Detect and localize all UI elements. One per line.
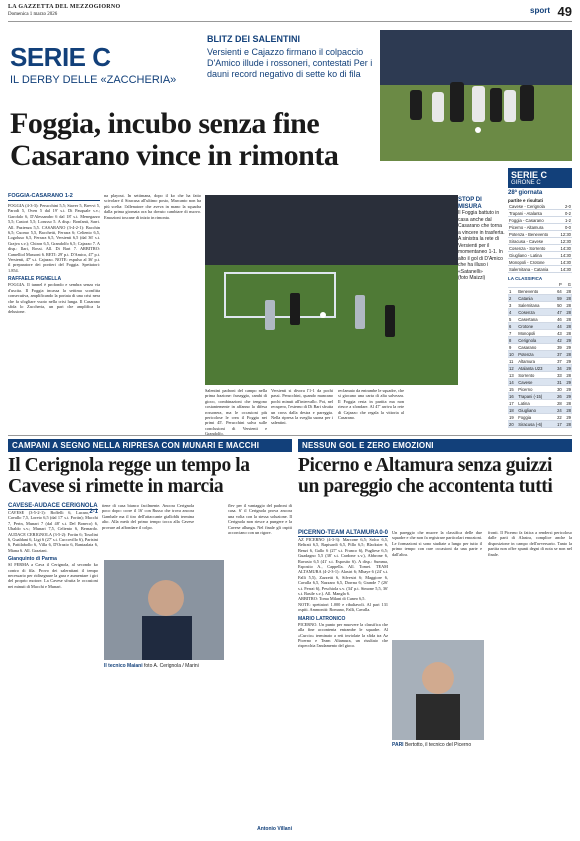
points-cell: 46 — [554, 316, 563, 323]
section-divider — [8, 435, 572, 436]
match-label: PICERNO-TEAM ALTAMURA — [298, 530, 379, 536]
result-score: 14:30 — [557, 245, 572, 252]
headline-cavese: Il Cerignola regge un tempo la Cavese si rimette in marcia — [8, 455, 250, 497]
picerno-photo-caption — [392, 742, 572, 748]
classifica-row — [508, 323, 572, 330]
result-row — [508, 245, 572, 252]
issue-date: Domenica 1 marzo 2026 — [8, 12, 58, 17]
byline: MARIO LATRONICO — [298, 615, 346, 622]
points-cell: 34 — [554, 365, 563, 372]
masthead — [8, 4, 572, 22]
header-cell: G — [563, 281, 572, 288]
headline-line-1: Foggia, incubo senza fine — [10, 107, 320, 140]
team-cell: Crotone — [517, 323, 553, 330]
article-column-3: Versienti si divora l'1-1 da pochi passi. Perucchini, quando mancano pochi minuti all'intervallo. Poi, nel recupero, l'esterno di Di Bari sfrutta un cross dalla destra e pareggia. Nella ripresa la sveglia suona per i salentini. — [271, 388, 333, 426]
signature: Antonio Villani — [257, 826, 292, 832]
team-cell: Picerno — [517, 386, 553, 393]
classifica-row — [508, 302, 572, 309]
picerno-match-box — [298, 530, 388, 649]
classifica-table — [508, 281, 572, 428]
position-cell: 12 — [508, 365, 517, 372]
position-cell: 20 — [508, 421, 517, 428]
games-cell: 29 — [563, 365, 572, 372]
team-cell: Casarano — [517, 344, 553, 351]
result-match: Monopoli - Crotone — [508, 259, 557, 266]
byline: RAFFAELE PIGNELLA — [8, 276, 62, 283]
classifica-row — [508, 295, 572, 302]
banner-right: NESSUN GOL E ZERO EMOZIONI — [298, 439, 572, 452]
result-score: 14:30 — [557, 259, 572, 266]
points-cell: 31 — [554, 379, 563, 386]
result-row — [508, 252, 572, 259]
results-title: partite e risultati — [508, 198, 544, 203]
position-cell: 18 — [508, 407, 517, 414]
classifica-row — [508, 400, 572, 407]
section-subtitle: IL DERBY DELLE «ZACCHERIA» — [10, 74, 177, 86]
cavese-column-2: tiene di casa bianco facilmente. Ancora Cerignola poco dopo: corre il 16' con Russo che trova ancora Gambale ma il tiro dell'attaccante gialloblù termina alto. Alla metà del primo tempo tocca alla Cavese provare ad affondare il colpo. — [102, 503, 194, 530]
classifica-row — [508, 358, 572, 365]
article-column-1: na playout. In settimana, dopo il ko che ha fatto scivolare il Siracusa all'ultimo posto, Marcanto non ha più scelta: l'allenatore che aveva in mano la squadra dalla prima giornata ora ha dovuto cambiare di nuovo. Emozioni toscane di inizio in rimonta. — [104, 193, 201, 220]
match-report-lineups: FOGGIA (4-3-3): Perucchini 5,5; Staver 5, Brevvi 5, Parodi 5, Oven 5 dal 19' s.t. Di Pasquale s.v.; Garofalo 6, D'Alessandro 6 dal 18' s.t. Menegazzo 5,5; Castori 5,5; Lorusso 5. A disp.: Bonfanti, Sarri. All. Pazienza 5,5. CASARANO (3-4-2-1): Bacchin 6,5; Cuomo 5,5, Bacchetti, Ferrara 6; Celiento 6,5, Logoluso 6,5, Ferrara 6,5, Versienti 6,5 (dal 36' s.t. Grajva s.v.); Chiron 6,5, Grandolfo 6,5; Cajazzo 7. A disp.: Ilari, Rossi. All. Di Bari 7. ARBITRO: Camelliol Massoni 6. RETI: 29' p.t. D'Amico, 47' p.t. Versienti, 47' s.t. Cajazzo. NOTE: espulso al 36' p.t. il preparatore dei portieri del Foggia. Spettatori: 1.854. — [8, 203, 100, 273]
result-row — [508, 231, 572, 238]
caption-title: STOP DI MISURA — [458, 197, 482, 210]
points-cell: 28 — [554, 400, 563, 407]
games-cell: 28 — [563, 309, 572, 316]
classifica-row — [508, 288, 572, 295]
caption-text: Bertotto, il tecnico del Picerno — [404, 742, 472, 748]
photo-caption — [458, 197, 506, 282]
result-score: 12:30 — [557, 231, 572, 238]
games-cell: 28 — [563, 400, 572, 407]
classifica-row — [508, 337, 572, 344]
classifica-row — [508, 330, 572, 337]
points-cell: 39 — [554, 344, 563, 351]
result-match: Trapani - Atalanta — [508, 210, 557, 217]
points-cell: 30 — [554, 386, 563, 393]
games-cell: 28 — [563, 330, 572, 337]
result-match: Picerno - Altamura — [508, 224, 557, 231]
caption-credit: (foto Maizzi) — [458, 275, 486, 281]
position-cell: 6 — [508, 323, 517, 330]
position-cell: 8 — [508, 337, 517, 344]
position-cell: 3 — [508, 302, 517, 309]
team-cell: Giugliano — [517, 407, 553, 414]
result-row — [508, 259, 572, 266]
header-cell: P — [554, 281, 563, 288]
points-cell: 59 — [554, 295, 563, 302]
matchday-label: 28ª giornata — [508, 190, 543, 196]
article-lead: FOGGIA. Il tunnel è profondo e sembra senza via d'uscita. Il Foggia incassa la settima sconfitta consecutiva, amplificando la portata di una crisi nera che fa sfogliare vuoto nella crisi lunga. Il Casarano sfida lo Zaccheria, un pari che amplifica la delusione. — [8, 282, 100, 315]
team-cell: Atalanta U23 — [517, 365, 553, 372]
cavese-column-3: flev per il vantaggio del padroni di casa. 6' il Cerignola prova ancora una volta con la stessa soluzione. Il Cerignola non riesce a pungere e la Cavese allunga. Nel finale gli ospiti accorciano con un rigore. — [228, 503, 292, 536]
games-cell: 29 — [563, 337, 572, 344]
classifica-row — [508, 386, 572, 393]
team-cell: Cosenza — [517, 309, 553, 316]
result-row — [508, 238, 572, 245]
result-row — [508, 224, 572, 231]
games-cell: 28 — [563, 316, 572, 323]
notes-text: NOTE: spettatori 1.000 e ribaltavoli. Al pari 131 ospiti. Ammoniti: Romano, Falli, Cavalla. — [298, 601, 388, 613]
result-score: 12:30 — [557, 238, 572, 245]
standings-header — [508, 168, 572, 188]
classifica-row — [508, 372, 572, 379]
result-row — [508, 210, 572, 217]
standings-box — [508, 168, 572, 428]
position-cell: 9 — [508, 344, 517, 351]
classifica-row — [508, 316, 572, 323]
standings-subtitle: GIRONE C — [511, 180, 541, 186]
team-cell: Trapani (-15) — [517, 393, 553, 400]
points-cell: 47 — [554, 309, 563, 316]
games-cell: 28 — [563, 372, 572, 379]
left-column — [8, 193, 100, 315]
classifica-row — [508, 393, 572, 400]
points-cell: 22 — [554, 414, 563, 421]
lineups-text: CAVESE (3-5-2-1): Boffelli 6, Lucaro, Cavallo 7,5, Loreto 6,5 (dal 17' s.t. Fortin); Macchi 7, Perin, Munari 7 (dal 48' s.t. Del Boneco) 6, Ubaldo s.v.; Munari 7,5, Celiento 6, Bernardo. AUDACE CERIGNOLA (3-5-2): Fortin 6; Tosolini 6, Gualdani 6, Ligi 6 (27' s.t. Cuccovillo 6), Parisini 6, Pattilabollo 6, Villa 6, D'Orazio 6, Rantaalaia 6, Miana 6. All. Graziani. — [8, 510, 98, 553]
games-cell: 28 — [563, 421, 572, 428]
team-cell: Catania — [517, 295, 553, 302]
games-cell: 29 — [563, 414, 572, 421]
position-cell: 4 — [508, 309, 517, 316]
position-cell: 14 — [508, 379, 517, 386]
section-sport-label: sport — [530, 6, 550, 15]
match-score: 2-1 — [89, 509, 98, 515]
points-cell: 26 — [554, 393, 563, 400]
result-score: 2-0 — [557, 203, 572, 210]
match-score: 0-0 — [379, 530, 388, 536]
page-number: 49 — [557, 4, 572, 19]
section-title: SERIE C — [10, 42, 111, 72]
classifica-row — [508, 365, 572, 372]
position-cell: 16 — [508, 393, 517, 400]
standings-title: SERIE C — [511, 170, 548, 180]
picerno-column-3: fronti. Il Picerno fa fatica a rendersi pericoloso dalle parti di Alastra, complice anche la disposizione in campo dell'avversario. Tanto la partita non offre spunti degni di nota se non nel finale. — [488, 530, 572, 557]
games-cell: 28 — [563, 407, 572, 414]
result-score: 1-2 — [557, 217, 572, 224]
games-cell: 29 — [563, 386, 572, 393]
result-row — [508, 266, 572, 273]
result-match: Siracusa - Cavese — [508, 238, 557, 245]
team-cell: Altamura — [517, 358, 553, 365]
games-cell: 29 — [563, 358, 572, 365]
caption-title: Il tecnico Maiani — [104, 663, 143, 669]
article-lead: SI FERMA a Cava il Cerignola, al secondo ko contro di fila. Provo dei salernitani il tempo necessario per ridisegnare la gara e aumentare i giri del proprio motore. La Cavese sfrutta le occasioni nei minuti di Macchi e Munari. — [8, 562, 98, 589]
match-photo-main — [205, 195, 458, 385]
result-score: 14:30 — [557, 252, 572, 259]
points-cell: 37 — [554, 351, 563, 358]
games-cell: 28 — [563, 302, 572, 309]
coach-photo-picerno — [392, 640, 484, 740]
games-cell: 28 — [563, 288, 572, 295]
points-cell: 64 — [554, 288, 563, 295]
result-match: Foggia - Casarano — [508, 217, 557, 224]
games-cell: 28 — [563, 323, 572, 330]
score-title — [298, 530, 388, 537]
headline-line-2: Casarano vince in rimonta — [10, 139, 339, 172]
result-match: Salernitana - Catania — [508, 266, 557, 273]
result-score: 14:30 — [557, 266, 572, 273]
result-score: 0-2 — [557, 210, 572, 217]
coach-portrait-image — [392, 640, 484, 740]
points-cell: 33 — [554, 372, 563, 379]
position-cell: 13 — [508, 372, 517, 379]
article-lead: PICERNO. Un punto per muovere la classifica che alla fine accontenta entrambe le squadre. Al «Curcio» terminato a reti inviolate la sfida tra Az Picerno e Team Altamura, un risultato che rispecchia l'andamento del gioco. — [298, 621, 388, 649]
classifica-row — [508, 407, 572, 414]
points-cell: 50 — [554, 302, 563, 309]
position-cell: 5 — [508, 316, 517, 323]
referee-text: ARBITRO: Toma Milani di Cuneo 6,5. — [298, 596, 366, 602]
points-cell: 24 — [554, 407, 563, 414]
article-column-2: Salentini padroni del campo nella prima frazione: fraseggio, cambi di gioco, combinazioni che tengono costantemente in affanno la difesa rossonera, ma le occasioni più pericolose le crea il Foggia nei primi 45'. Perucchini salva sulle conclusioni di Versienti e Grandolfo. — [205, 388, 267, 437]
caption-credit: foto A. Cerignola / Marini — [144, 663, 199, 669]
coach-photo-cerignola — [104, 560, 224, 660]
cavese-match-box — [8, 503, 98, 589]
position-cell: 7 — [508, 330, 517, 337]
result-row — [508, 217, 572, 224]
points-cell: 44 — [554, 323, 563, 330]
team-cell: Sorrento — [517, 372, 553, 379]
classifica-row — [508, 344, 572, 351]
result-match: Cosenza - Sorrento — [508, 245, 557, 252]
goal-action-image — [205, 195, 458, 385]
team-cell: Siracusa (-6) — [517, 421, 553, 428]
match-label: CAVESE-AUDACE CERIGNOLA — [8, 503, 98, 509]
classifica-row — [508, 414, 572, 421]
position-cell: 11 — [508, 358, 517, 365]
games-cell: 28 — [563, 295, 572, 302]
summary-text: Versienti e Cajazzo firmano il colpaccio D'Amico illude i rossoneri, contestati Per i dauni record negativo di sette ko di fila — [207, 47, 373, 79]
byline: Gianquinto di Parma — [8, 556, 57, 563]
team-cell: Foggia — [517, 414, 553, 421]
classifica-row — [508, 421, 572, 428]
games-cell: 28 — [563, 351, 572, 358]
points-cell: 42 — [554, 337, 563, 344]
headline-picerno: Picerno e Altamura senza guizzi un pareggio che accontenta tutti — [298, 455, 553, 497]
position-cell: 15 — [508, 386, 517, 393]
cavese-photo-caption — [104, 663, 284, 669]
position-cell: 17 — [508, 400, 517, 407]
article-column-4: reclamato da entrambe le squadre, che si giocano una carta di alta salvezza. Il Foggia resta in partita ma non riesce a sfondare. Al 47' arriva la rete di Cajazzo che regala la vittoria al Casarano. — [338, 388, 404, 421]
result-score: 0-0 — [557, 224, 572, 231]
caption-text: Il Foggia battuto in casa anche dal Casarano che torna a vincere in trasferta. A sinistra la rete di Versienti per il momentaneo 1-1. In alto il gol di D'Amico che ha illuso i «Satanelli» — [458, 210, 505, 275]
team-cell: Casertana — [517, 316, 553, 323]
games-cell: 29 — [563, 379, 572, 386]
classifica-row — [508, 379, 572, 386]
team-cell: Potenza — [517, 351, 553, 358]
result-match: Potenza - Benevento — [508, 231, 557, 238]
newspaper-name: LA GAZZETTA DEL MEZZOGIORNO — [8, 4, 121, 10]
kicker: BLITZ DEI SALENTINI — [207, 34, 300, 44]
results-table — [508, 203, 572, 273]
score-title — [8, 503, 98, 515]
team-cell: Cavese — [517, 379, 553, 386]
position-cell: 2 — [508, 295, 517, 302]
picerno-column-2: Un pareggio che muove la classifica delle due squadre e che non fa registrare particolari emozioni. Le formazioni si sono studiate a lungo per tutto il primo tempo con rare occasioni da una parte e dall'altra. — [392, 530, 482, 557]
position-cell: 1 — [508, 288, 517, 295]
coach-portrait-image — [104, 560, 224, 660]
classifica-row — [508, 309, 572, 316]
games-cell: 29 — [563, 344, 572, 351]
points-cell: 37 — [554, 358, 563, 365]
team-cell: Benevento — [517, 288, 553, 295]
team-cell: Monopoli — [517, 330, 553, 337]
result-match: Cavese - Cerignola — [508, 203, 557, 210]
lineups-text: AZ PICERNO (4-3-3): Marcone 6,5; Solco 6,5, Beltrati 6,5, Rapisardi 6,5, Pillo 6,5; Blackster 6, Benzi 6, Gallo 6 (27' s.t. Franco 6), Pugliese 6,5; Guadagno 5,5 (38' s.t. Cardone s.v.), Abbrone 6, Ravasio 6,5 (41' s.t. Esposito 6). A disp.: Summa, Esposito A., Cappella. All. Tomei. TEAM ALTAMURA (4-2-3-1): Alastri 6; Mbaye 6 (24' s.t. Falli 5,5), Zazzetti 6, Silvestri 6; Maggiore 6, Cavalla 6,5, Nazzaro 6,5, Dorrna 6; Grande 7 (26' s.t. Ferrai 6), Peschiola s.v. (34' p.t. Simone 5,5, 36' s.t. Basile s.v.). All. Mangla 6. — [298, 537, 388, 597]
caption-title: PARI — [392, 742, 404, 748]
result-match: Giugliano - Latina — [508, 252, 557, 259]
points-cell: 17 — [554, 421, 563, 428]
classifica-row — [508, 351, 572, 358]
position-cell: 19 — [508, 414, 517, 421]
team-cell: Salernitana — [517, 302, 553, 309]
score-title: FOGGIA-CASARANO 1-2 — [8, 193, 100, 201]
banner-left: CAMPANI A SEGNO NELLA RIPRESA CON MUNARI E MACCHI — [8, 439, 292, 452]
classifica-title: LA CLASSIFICA — [508, 276, 543, 281]
team-cell: Latina — [517, 400, 553, 407]
points-cell: 43 — [554, 330, 563, 337]
games-cell: 29 — [563, 393, 572, 400]
team-cell: Cerignola — [517, 337, 553, 344]
position-cell: 10 — [508, 351, 517, 358]
